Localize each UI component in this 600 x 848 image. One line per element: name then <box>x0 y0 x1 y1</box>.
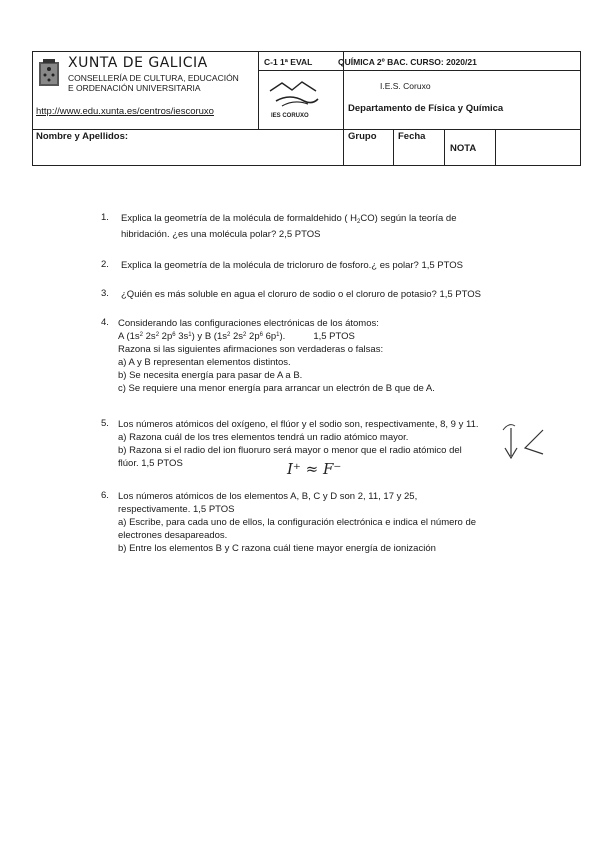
question-number: 3. <box>101 288 109 299</box>
school-name: I.E.S. Coruxo <box>380 81 431 91</box>
q6-item-a-line1: a) Escribe, para cada uno de ellos, la configuración electrónica e indica el número de <box>118 517 477 528</box>
q4-item-b: b) Se necesita energía para pasar de A a B. <box>118 370 303 381</box>
question-6 <box>118 490 558 555</box>
q1-text-line2: hibridación. ¿es una molécula polar? 2,5 PTOS <box>121 229 321 240</box>
group-label: Grupo <box>348 131 377 142</box>
handwritten-arrows <box>499 420 549 466</box>
grade-label: NOTA <box>450 143 477 154</box>
logo-text: IES CORUXO <box>271 113 309 119</box>
org-name: XUNTA DE GALICIA <box>68 55 208 71</box>
q4-instruction: Razona si las siguientes afirmaciones son verdaderas o falsas: <box>118 344 384 355</box>
q6-item-a-line2: electrones desapareados. <box>118 530 228 541</box>
question-1: Explica la geometría de la molécula de formaldehido ( $H_2CO$) según la teoría de hibridación. ¿es una molécula polar? 2,5 PTOS <box>121 212 561 241</box>
ies-coruxo-logo <box>268 79 324 119</box>
question-2: Explica la geometría de la molécula de tricloruro de fosforo.¿ es polar? 1,5 PTOS <box>121 260 463 271</box>
header-divider <box>258 70 581 71</box>
q4-item-a: a) A y B representan elementos distintos. <box>118 357 291 368</box>
q4-configurations: A ($1s^2$ $2s^2$ $2p^6$ $3s^1$) y B ($1s^2$ $2s^2$ $2p^6$ $6p^1$). 1,5 PTOS <box>118 331 355 342</box>
header-divider <box>32 129 581 130</box>
q4-item-c: c) Se requiere una menor energía para arrancar un electrón de B que de A. <box>118 383 435 394</box>
handwritten-note: I⁺ ≈ F⁻ <box>287 460 342 478</box>
q5-intro: Los números atómicos del oxígeno, el flúor y el sodio son, respectivamente, 8, 9 y 11. <box>118 419 479 430</box>
school-url[interactable]: http://www.edu.xunta.es/centros/iescoruxo <box>36 106 214 117</box>
question-number: 2. <box>101 259 109 270</box>
q5-item-b-line1: b) Razona si el radio del ion fluoruro será mayor o menor que el radio atómico del <box>118 445 462 456</box>
consejeria-line1: CONSELLERÍA DE CULTURA, EDUCACIÓN <box>68 73 239 83</box>
eval-label: C-1 1ª EVAL <box>264 57 313 67</box>
header-divider <box>444 129 445 166</box>
course-label: QUÍMICA 2º BAC. CURSO: 2020/21 <box>338 57 477 67</box>
q6-intro: Los números atómicos de los elementos A, B, C y D son 2, 11, 17 y 25, <box>118 491 418 502</box>
xunta-crest-icon <box>38 58 60 88</box>
q6-item-b: b) Entre los elementos B y C razona cuál tiene mayor energía de ionización <box>118 543 436 554</box>
q5-item-a: a) Razona cuál de los tres elementos tendrá un radio atómico mayor. <box>118 432 409 443</box>
name-label: Nombre y Apellidos: <box>36 131 129 142</box>
q1-text-a: Explica la geometría de la molécula de formaldehido ( H <box>121 213 358 224</box>
department-name: Departamento de Física y Química <box>348 103 504 114</box>
date-label: Fecha <box>398 131 426 142</box>
question-number: 4. <box>101 317 109 328</box>
question-number: 6. <box>101 490 109 501</box>
q1-text-b: CO) según la teoría de <box>360 213 457 224</box>
question-4 <box>118 317 558 395</box>
q5-item-b-line2: flúor. 1,5 PTOS <box>118 458 183 469</box>
q4-intro: Considerando las configuraciones electrónicas de los átomos: <box>118 318 379 329</box>
question-3: ¿Quién es más soluble en agua el cloruro de sodio o el cloruro de potasio? 1,5 PTOS <box>121 289 481 300</box>
header-divider <box>258 51 259 129</box>
consejeria-line2: E ORDENACIÓN UNIVERSITARIA <box>68 83 201 93</box>
question-number: 5. <box>101 418 109 429</box>
header-divider <box>393 129 394 166</box>
header-divider <box>343 51 344 166</box>
header-divider <box>495 129 496 166</box>
question-number: 1. <box>101 212 109 223</box>
q6-intro-line2: respectivamente. 1,5 PTOS <box>118 504 235 515</box>
